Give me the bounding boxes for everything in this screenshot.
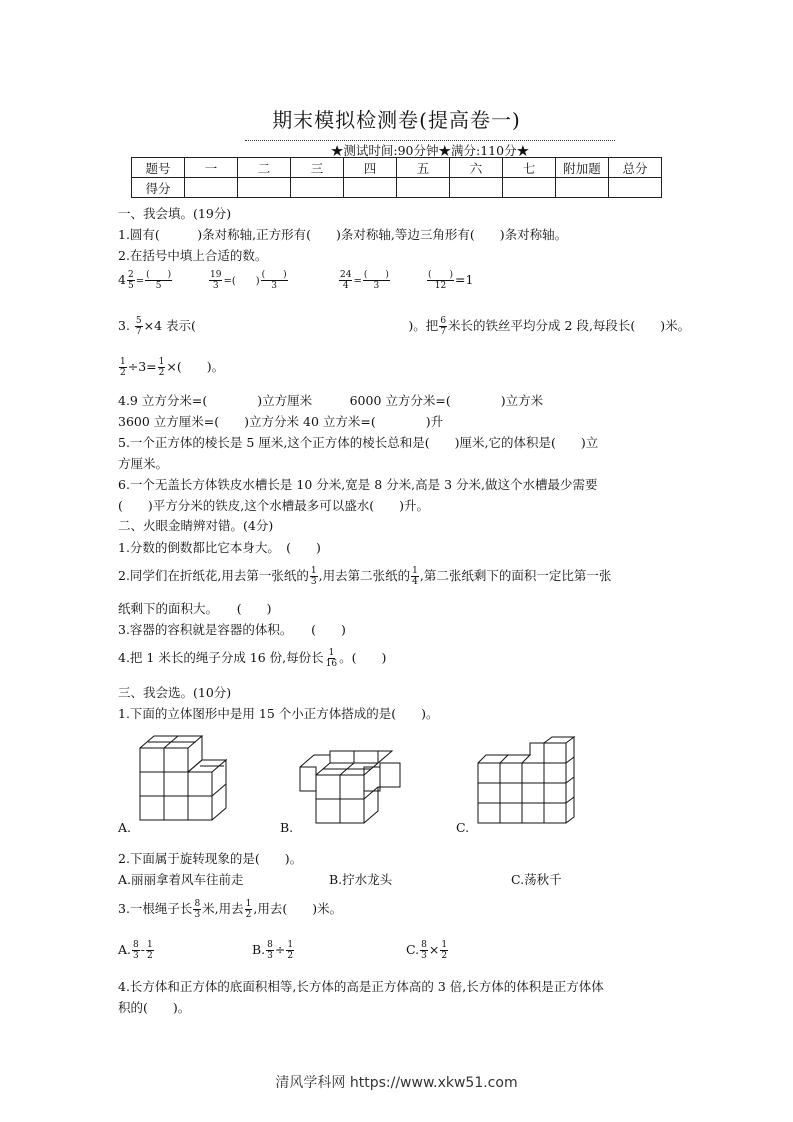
- score-header-cell: 附加题: [556, 158, 609, 178]
- numerator: 1: [310, 566, 317, 576]
- option-label[interactable]: B.: [280, 820, 294, 835]
- option-label[interactable]: C.: [456, 820, 470, 835]
- question-text: 2.同学们在折纸花,用去第一张纸的: [118, 568, 309, 583]
- question-text: 3.容器的容积就是容器的体积。 ( ): [118, 622, 346, 637]
- denominator: 12: [434, 281, 447, 291]
- denominator: 16: [325, 659, 338, 669]
- score-header-cell: 六: [450, 158, 503, 178]
- option-c[interactable]: C.荡秋千: [511, 872, 562, 887]
- numerator: 2: [127, 270, 134, 280]
- cube-figure-b: [296, 745, 406, 825]
- score-cell[interactable]: [397, 178, 450, 198]
- denominator: 3: [373, 281, 380, 291]
- question-text: 4.把 1 米长的绳子分成 16 份,每份长: [118, 650, 324, 665]
- score-header-cell: 五: [397, 158, 450, 178]
- whole-number: 4: [118, 272, 126, 287]
- score-cell[interactable]: [238, 178, 291, 198]
- option-label: A.: [118, 942, 132, 957]
- score-header-cell: 二: [238, 158, 291, 178]
- numerator: 1: [120, 357, 126, 367]
- question-text: ×( )。: [166, 359, 225, 374]
- score-cell[interactable]: [450, 178, 503, 198]
- numerator: 1: [146, 940, 153, 950]
- fraction-item: [426, 270, 473, 291]
- option-a[interactable]: [118, 940, 155, 961]
- option-label: C.: [406, 942, 420, 957]
- numerator: 1: [441, 940, 448, 950]
- score-cell[interactable]: [344, 178, 397, 198]
- denominator: 3: [133, 951, 139, 961]
- question-text: ( )平方分米的铁皮,这个水槽最多可以盛水( )升。: [118, 498, 429, 513]
- question-3: [118, 316, 690, 337]
- section-heading: 三、我会选。(10分): [118, 685, 232, 700]
- denominator: 2: [287, 951, 294, 961]
- score-cell[interactable]: [609, 178, 662, 198]
- page-title: 期末模拟检测卷(提高卷一): [272, 108, 521, 132]
- denominator: 4: [412, 577, 418, 587]
- denominator: 4: [342, 281, 349, 291]
- score-row-label: 得分: [132, 178, 185, 198]
- score-table-score-row: [132, 178, 662, 198]
- denominator: 3: [421, 951, 427, 961]
- denominator: 7: [440, 327, 447, 337]
- score-header-cell: 题号: [132, 158, 185, 178]
- question-text: 3600 立方厘米=( )立方分米 40 立方米=( )升: [118, 414, 444, 429]
- numerator: 6: [440, 316, 447, 326]
- numerator: 5: [135, 316, 142, 326]
- score-cell[interactable]: [556, 178, 609, 198]
- denominator: 5: [127, 281, 134, 291]
- question-text: 1.下面的立体图形中是用 15 个小正方体搭成的是( )。: [118, 706, 439, 721]
- question-4: [118, 648, 386, 669]
- question-3: [118, 899, 342, 920]
- question-text: ,用去第二张纸的: [318, 568, 411, 583]
- equals-one: =1: [455, 272, 474, 287]
- question-2: [118, 566, 611, 587]
- numerator: 1: [158, 357, 165, 367]
- score-cell[interactable]: [503, 178, 556, 198]
- operator: ×: [428, 942, 440, 957]
- cube-figure-a: [134, 730, 234, 825]
- section-heading: 一、我会填。(19分): [118, 206, 232, 221]
- denominator: 3: [271, 281, 278, 291]
- equals: =: [135, 276, 145, 287]
- equals-blank[interactable]: =( ): [223, 276, 260, 287]
- question-text: ,用去( )米。: [253, 901, 343, 916]
- denominator: 5: [155, 281, 162, 291]
- denominator: 2: [146, 951, 153, 961]
- score-header-cell: 四: [344, 158, 397, 178]
- question-text: 3.一根绳子长: [118, 901, 193, 916]
- score-table: [131, 157, 662, 198]
- score-cell[interactable]: [185, 178, 238, 198]
- operator: ÷: [274, 942, 286, 957]
- question-text: 1.分数的倒数都比它本身大。 ( ): [118, 540, 321, 555]
- denominator: 2: [441, 951, 448, 961]
- question-text: 2.下面属于旋转现象的是( )。: [118, 851, 303, 866]
- footer-watermark: 清风学科网 https://www.xkw51.com: [275, 1075, 518, 1091]
- score-header-cell: 一: [185, 158, 238, 178]
- option-label: B.: [252, 942, 266, 957]
- denominator: 2: [120, 368, 126, 378]
- question-text: 米长的铁丝平均分成 2 段,每段长( )米。: [448, 318, 691, 333]
- score-header-cell: 三: [291, 158, 344, 178]
- numerator: 1: [245, 899, 252, 909]
- numerator: 1: [412, 566, 418, 576]
- question-3-line2: [118, 357, 224, 378]
- question-text: 纸剩下的面积大。 ( ): [118, 601, 272, 616]
- question-text: 4.长方体和正方体的底面积相等,长方体的高是正方体高的 3 倍,长方体的体积是正方体体: [118, 979, 604, 994]
- question-text: 积的( )。: [118, 1000, 191, 1015]
- score-header-cell: 七: [503, 158, 556, 178]
- denominator: 2: [245, 910, 252, 920]
- denominator: 3: [212, 281, 219, 291]
- numerator: 8: [194, 899, 201, 909]
- question-text: 5.一个正方体的棱长是 5 厘米,这个正方体的棱长总和是( )厘米,它的体积是( )立: [118, 435, 599, 450]
- denominator: 3: [194, 910, 201, 920]
- question-text: 4.9 立方分米=( )立方厘米 6000 立方分米=( )立方米: [118, 393, 544, 408]
- numerator: 8: [421, 940, 427, 950]
- denominator: 7: [135, 327, 142, 337]
- option-label[interactable]: A.: [118, 820, 132, 835]
- question-text: 2.在括号中填上合适的数。: [118, 248, 268, 263]
- question-text: 6.一个无盖长方体铁皮水槽长是 10 分米,宽是 8 分米,高是 3 分米,做这个水槽最少需要: [118, 477, 598, 492]
- denominator: 3: [267, 951, 273, 961]
- question-text: 方厘米。: [118, 456, 169, 471]
- operator: -: [140, 942, 145, 957]
- fraction-item: [208, 270, 289, 291]
- option-b[interactable]: B.拧水龙头: [329, 872, 393, 887]
- option-b[interactable]: [252, 940, 295, 961]
- numerator-blank[interactable]: ( ): [363, 270, 389, 280]
- numerator-blank[interactable]: ( ): [261, 270, 287, 280]
- numerator: 1: [328, 648, 335, 658]
- numerator-blank[interactable]: ( ): [146, 270, 172, 280]
- section-heading: 二、火眼金睛辨对错。(4分): [118, 518, 274, 533]
- score-header-cell: 总分: [609, 158, 662, 178]
- denominator: 3: [310, 577, 317, 587]
- fraction-item: [118, 270, 173, 291]
- score-table-header-row: [132, 158, 662, 178]
- question-text: 。( ): [339, 650, 387, 665]
- score-cell[interactable]: [291, 178, 344, 198]
- exam-subtitle: ★测试时间:90分钟★满分:110分★: [245, 140, 615, 159]
- option-a[interactable]: A.丽丽拿着风车往前走: [118, 872, 244, 887]
- numerator: 8: [133, 940, 139, 950]
- question-text: 1.圆有( )条对称轴,正方形有( )条对称轴,等边三角形有( )条对称轴。: [118, 227, 568, 242]
- option-c[interactable]: [406, 940, 449, 961]
- question-number: 3.: [118, 318, 130, 333]
- denominator: 2: [158, 368, 165, 378]
- question-text: ,第二张纸剩下的面积一定比第一张: [419, 568, 612, 583]
- numerator: 8: [267, 940, 273, 950]
- numerator: 19: [210, 270, 222, 280]
- numerator: 24: [340, 270, 352, 280]
- equals: =: [353, 276, 362, 287]
- question-text: 米,用去: [202, 901, 244, 916]
- fraction-item: [338, 270, 391, 291]
- question-text: ×4 表示( )。把: [143, 318, 439, 333]
- numerator: 1: [287, 940, 294, 950]
- cube-figure-c: [470, 735, 580, 825]
- division-text: ÷3=: [127, 359, 157, 374]
- numerator-blank[interactable]: ( ): [428, 270, 454, 280]
